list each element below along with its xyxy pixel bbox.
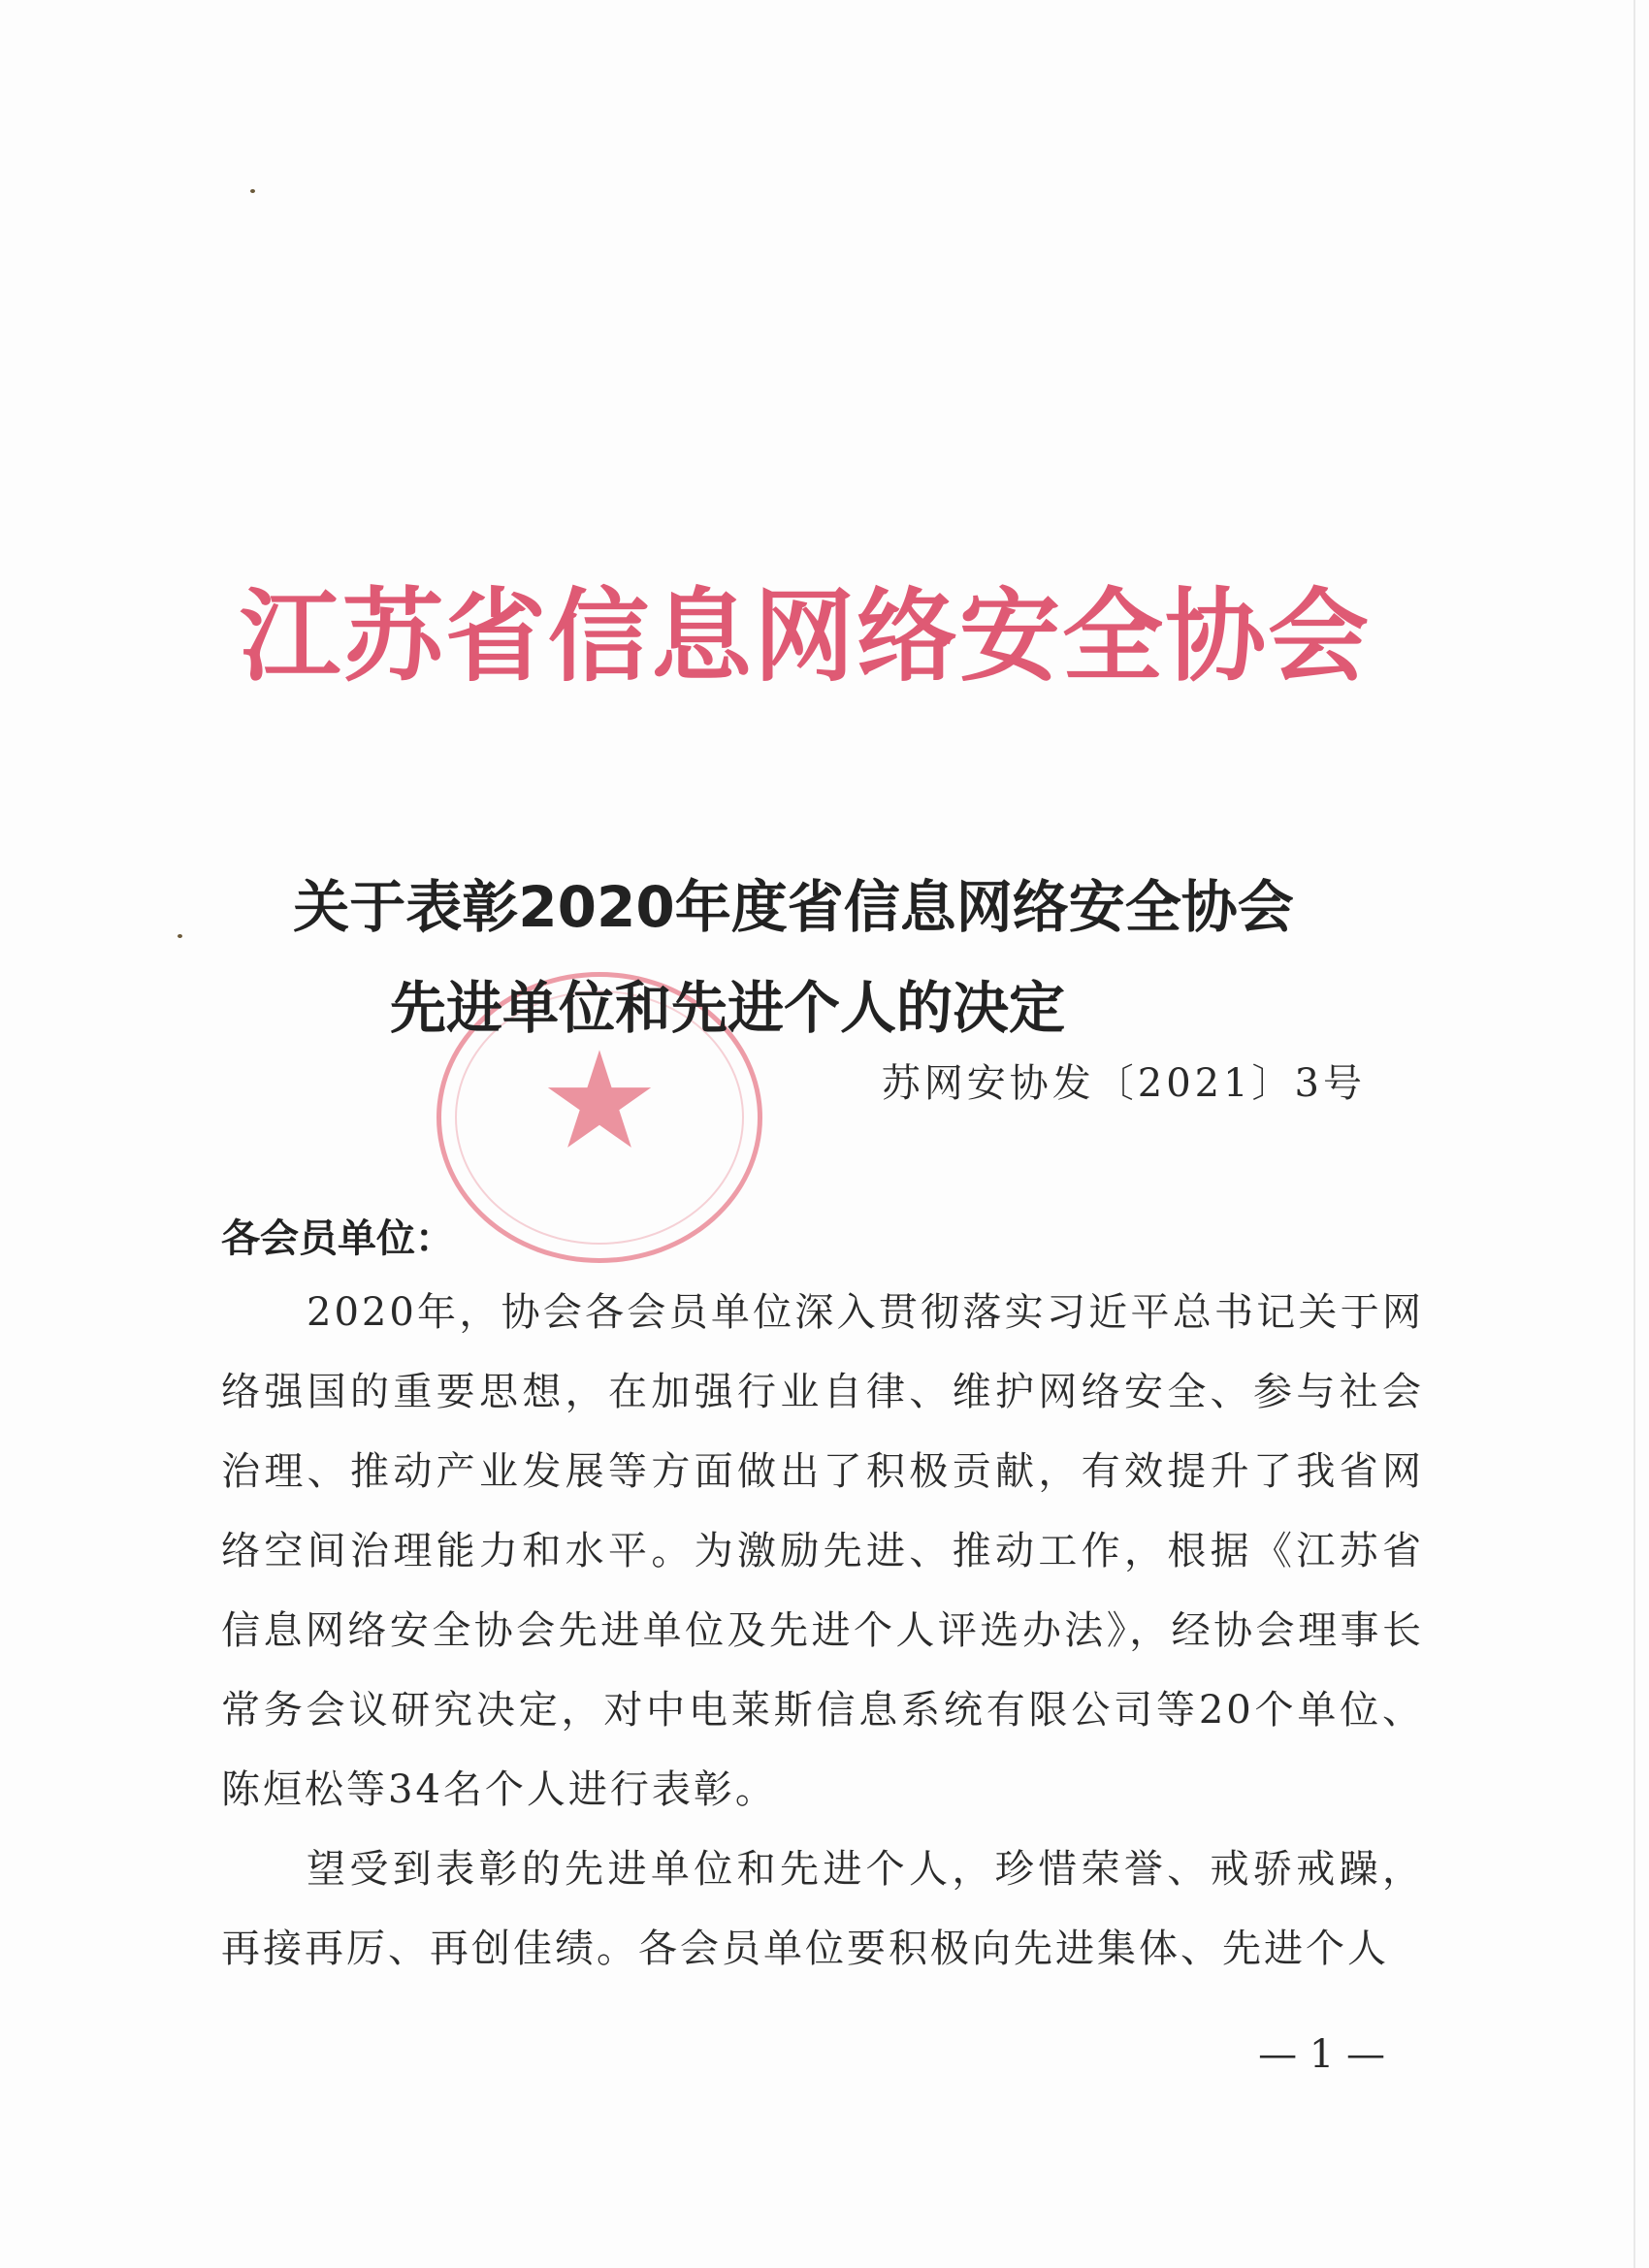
document-title-line-1: 关于表彰2020年度省信息网络安全协会 bbox=[293, 874, 1294, 940]
letterhead-title: 江苏省信息网络安全协会 bbox=[239, 577, 1371, 696]
scan-edge bbox=[1633, 0, 1635, 2268]
document-title-line-2: 先进单位和先进个人的决定 bbox=[389, 975, 1065, 1041]
body-paragraph-2: 望受到表彰的先进单位和先进个人，珍惜荣誉、戒骄戒躁，再接再厉、再创佳绩。各会员单位要积极向先进集体、先进个人 bbox=[221, 1847, 1424, 1971]
page-number: — 1 — bbox=[1258, 2032, 1385, 2077]
scan-speck bbox=[250, 189, 255, 193]
body-paragraph-1: 2020年，协会各会员单位深入贯彻落实习近平总书记关于网络强国的重要思想，在加强行业自律、维护网络安全、参与社会治理、推动产业发展等方面做出了积极贡献，有效提升了我省网络空间治理能力和水平。为激励先进、推动工作，根据《江苏省信息网络安全协会先进单位及先进个人评选办法》，经协会理事长常务会议研究决定，对中电莱斯信息系统有限公司等20个单位、陈烜松等34名个人进行表彰。 bbox=[221, 1290, 1424, 1812]
salutation: 各会员单位： bbox=[221, 1216, 454, 1261]
document-number: 苏网安协发〔2021〕3号 bbox=[881, 1061, 1366, 1106]
